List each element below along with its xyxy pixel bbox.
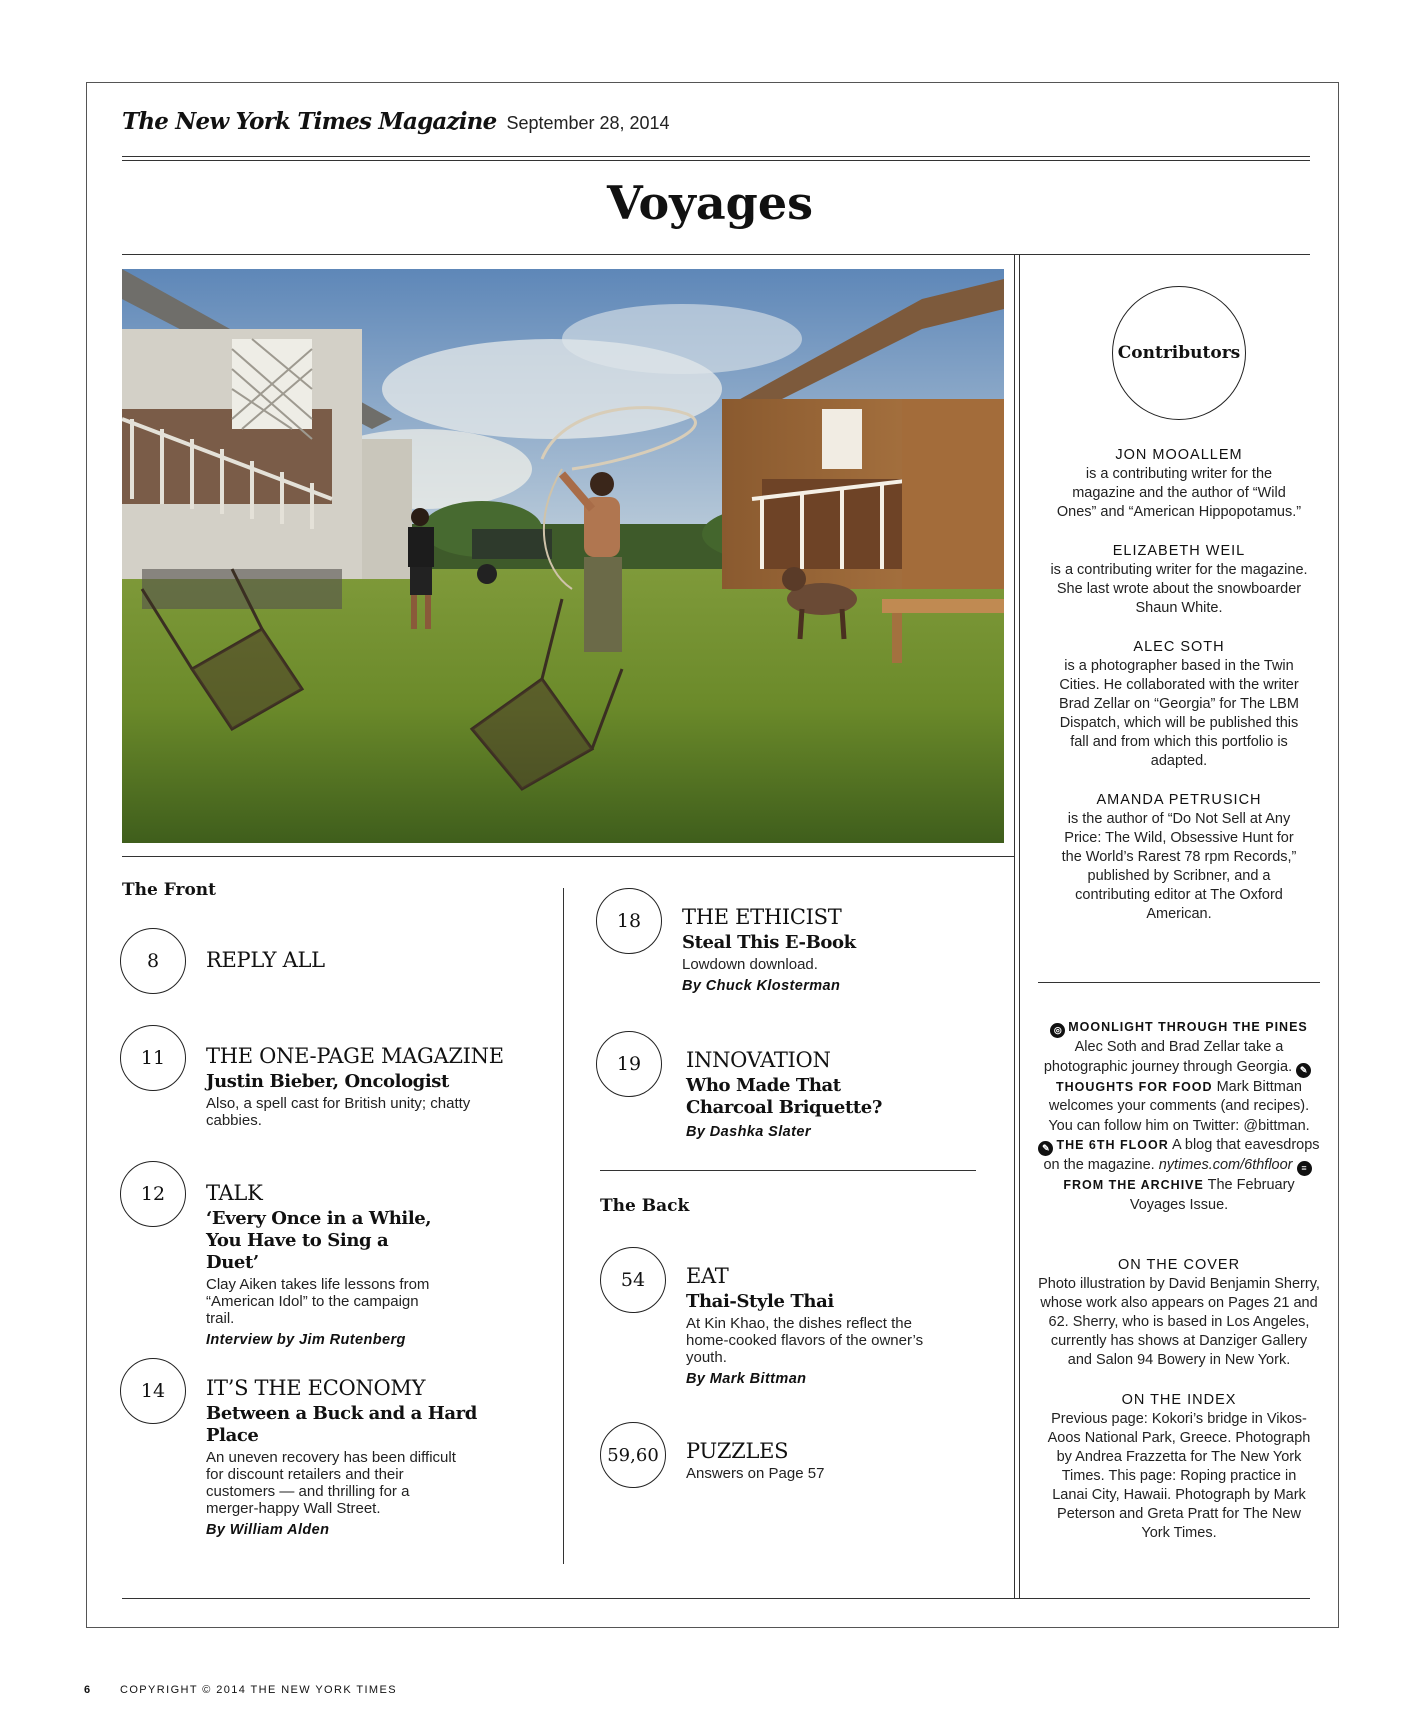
toc-byline: By Dashka Slater [686,1124,811,1140]
credit-text: Previous page: Kokori’s bridge in Vikos-Aoos National Park, Greece. Photograph by Andrea Frazzetta for The New York Times. This page: Roping practice in Lanai City, Hawaii. Photograph by Mark Peterson and Greta Pratt for The New York Times. [1047,1411,1311,1541]
contributor-name: JON MOOALLEM [1115,447,1243,463]
toc-subheading: Justin Bieber, Oncologist [206,1071,449,1092]
divider [122,156,1310,157]
online-item-title[interactable]: MOONLIGHT THROUGH THE PINES [1068,1020,1308,1034]
cover-photo [122,269,1004,843]
divider [122,1598,1310,1599]
toc-subheading: Steal This E-Book [682,932,856,953]
contributor [1034,446,1324,522]
chat-icon: ✎ [1038,1141,1053,1156]
page-number-circle: 54 [600,1247,666,1313]
toc-subheading: Between a Buck and a Hard Place [206,1403,477,1446]
online-item-text: A blog that eavesdrops on the magazine. [1043,1137,1320,1174]
page-number-circle: 12 [120,1161,186,1227]
toc-byline: By Chuck Klosterman [682,978,841,994]
contributor-name: ELIZABETH WEIL [1112,543,1246,559]
section-label-back: The Back [600,1196,690,1216]
toc-heading: REPLY ALL [206,948,325,972]
online-item-text: Mark Bittman welcomes your comments (and recipes). You can follow him on Twitter: @bittman. [1048,1078,1310,1134]
cover-credit [1034,1256,1324,1370]
toc-description: Answers on Page 57 [686,1465,825,1482]
toc-description: Also, a spell cast for British unity; chatty cabbies. [206,1095,471,1129]
contributor-name: AMANDA PETRUSICH [1096,792,1262,808]
credits [1034,1256,1324,1564]
divider [122,254,1310,255]
page-number-circle: 11 [120,1025,186,1091]
page-number-circle: 18 [596,888,662,954]
magazine-logo[interactable]: The New York Times Magazine [122,108,497,135]
index-credit [1034,1391,1324,1543]
contributors-list [1034,446,1324,944]
roping-practice-photo [122,269,1004,843]
page-number-circle: 8 [120,928,186,994]
online-item-title[interactable]: THOUGHTS FOR FOOD [1055,1079,1213,1094]
toc-heading: THE ONE-PAGE MAGAZINE [206,1044,504,1068]
toc-description: An uneven recovery has been difficult for discount retailers and their customers — and thrilling for a merger-happy Wall Street. [206,1449,456,1517]
column-divider [1014,254,1015,1598]
toc-byline: By William Alden [206,1522,330,1538]
toc-heading: TALK [206,1181,263,1205]
copyright: COPYRIGHT © 2014 THE NEW YORK TIMES [120,1684,397,1696]
online-item-title[interactable]: FROM THE ARCHIVE [1063,1178,1204,1193]
toc-heading: INNOVATION [686,1048,831,1072]
contributor-name: ALEC SOTH [1133,639,1225,655]
archive-icon: ≡ [1297,1161,1312,1176]
toc-heading: EAT [686,1264,729,1288]
contributor-bio: is a photographer based in the Twin Cities. He collaborated with the writer Brad Zellar on “Georgia” for The LBM Dispatch, which will be published this fall and from which this portfolio is adapted. [1059,658,1299,769]
divider [600,1170,976,1171]
toc-heading: IT’S THE ECONOMY [206,1376,426,1400]
column-divider [1019,254,1020,1598]
divider [122,856,1014,857]
page-footer [84,1684,397,1696]
toc-description: Lowdown download. [682,956,818,973]
credit-label: ON THE COVER [1117,1257,1241,1273]
toc-byline: Interview by Jim Rutenberg [206,1332,406,1348]
contributor-bio: is a contributing writer for the magazine. She last wrote about the snowboarder Shaun White. [1050,562,1308,616]
page-number-circle: 59,60 [600,1422,666,1488]
online-item-link[interactable]: nytimes.com/6thfloor [1158,1157,1293,1174]
contributor [1034,791,1324,924]
toc-heading: PUZZLES [686,1439,789,1463]
online-features [1038,1018,1320,1216]
issue-date: September 28, 2014 [506,113,670,133]
contributor [1034,542,1324,618]
contributors-badge: Contributors [1112,286,1246,420]
online-item-text: Alec Soth and Brad Zellar take a photographic journey through Georgia. [1043,1039,1293,1075]
toc-heading: THE ETHICIST [682,905,842,929]
toc-subheading: ‘Every Once in a While, You Have to Sing a Duet’ [206,1208,432,1273]
section-label-front: The Front [122,880,217,900]
credit-label: ON THE INDEX [1121,1392,1237,1408]
photo-icon: ◎ [1050,1023,1065,1038]
toc-description: At Kin Khao, the dishes reflect the home-cooked flavors of the owner’s youth. [686,1315,924,1366]
page-number-circle: 14 [120,1358,186,1424]
contributor-bio: is a contributing writer for the magazine and the author of “Wild Ones” and “American Hippopotamus.” [1056,466,1302,520]
divider [122,160,1310,161]
toc-byline: By Mark Bittman [686,1371,807,1387]
masthead [122,108,670,135]
page-title: Voyages [606,176,813,230]
credit-text: Photo illustration by David Benjamin Sherry, whose work also appears on Pages 21 and 62. Sherry, who is based in Los Angeles, currently has shows at Danziger Gallery and Salon 94 Bowery in New York. [1038,1276,1320,1368]
toc-subheading: Who Made That Charcoal Briquette? [686,1075,882,1118]
online-item-text: The February Voyages Issue. [1129,1177,1295,1213]
contributor [1034,638,1324,771]
toc-subheading: Thai-Style Thai [686,1291,834,1312]
page-number-circle: 19 [596,1031,662,1097]
online-item-title[interactable]: THE 6TH FLOOR [1056,1138,1169,1153]
column-divider [563,888,564,1564]
toc-description: Clay Aiken takes life lessons from “American Idol” to the campaign trail. [206,1276,430,1327]
divider [1038,982,1320,983]
contributor-bio: is the author of “Do Not Sell at Any Price: The Wild, Obsessive Hunt for the World’s Rarest 78 rpm Records,” published by Scribner, and a contributing editor at The Oxford American. [1061,811,1297,922]
page-number: 6 [84,1684,92,1696]
chat-icon: ✎ [1296,1063,1311,1078]
